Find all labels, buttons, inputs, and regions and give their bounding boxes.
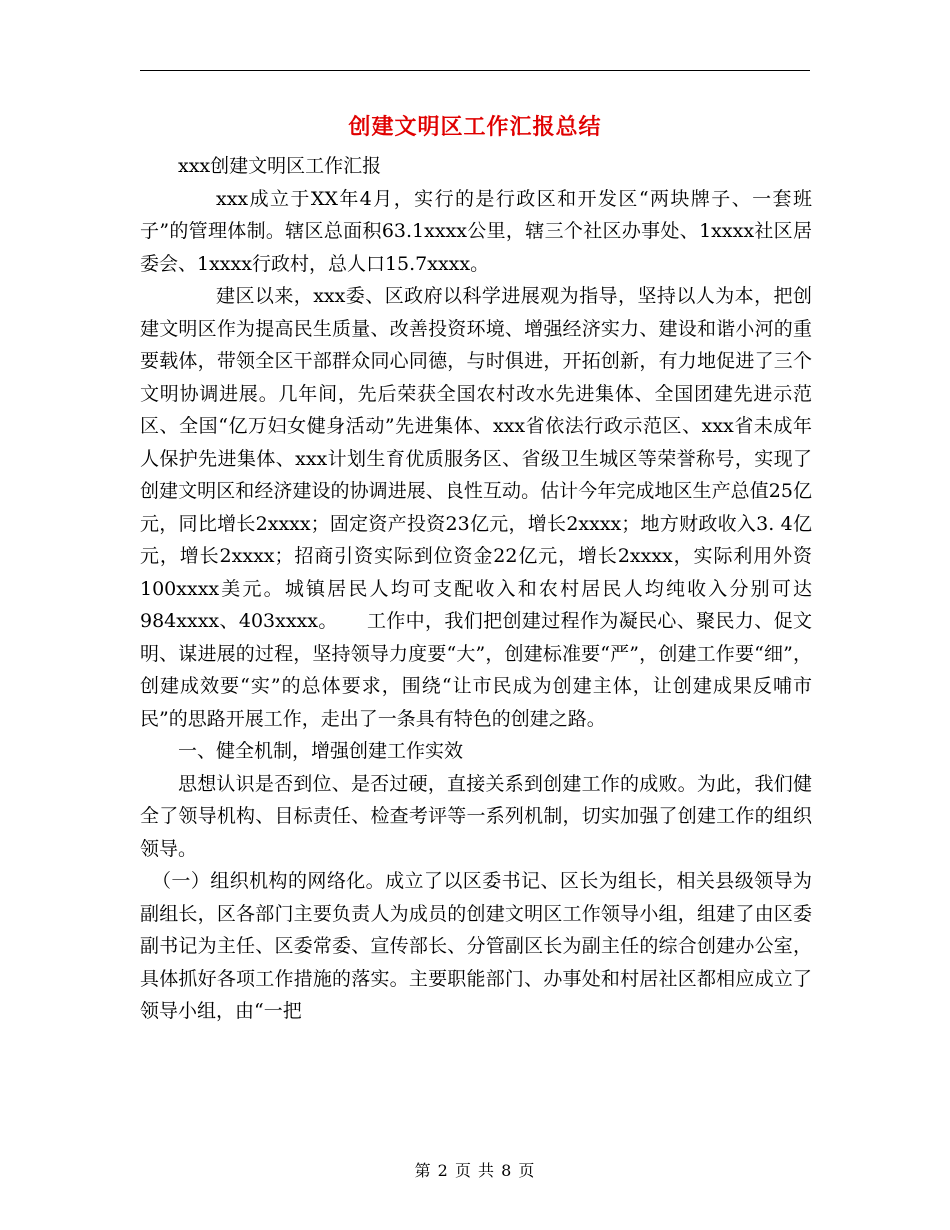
paragraph-intro: xxx成立于XX年4月，实行的是行政区和开发区“两块牌子、一套班子”的管理体制。辖区总面积63.1xxxx公里，辖三个社区办事处、1xxxx社区居委会、1xxxx行政村，总人口15.7xxxx。 xyxy=(140,187,812,275)
document-body xyxy=(140,150,812,1028)
header-rule xyxy=(140,70,810,71)
paragraph-mechanism: 思想认识是否到位、是否过硬，直接关系到创建工作的成败。为此，我们健全了领导机构、目标责任、检查考评等一系列机制，切实加强了创建工作的组织领导。 xyxy=(140,772,812,860)
document-title: 创建文明区工作汇报总结 xyxy=(348,115,602,140)
page-number: 第 2 页 共 8 页 xyxy=(414,1161,536,1180)
section-heading: 一、健全机制，增强创建工作实效 xyxy=(178,740,464,762)
paragraph-organization: （一）组织机构的网络化。成立了以区委书记、区长为组长，相关县级领导为副组长，区各部门主要负责人为成员的创建文明区工作领导小组，组建了由区委副书记为主任、区委常委、宣传部长、分管副区长为副主任的综合创建办公室，具体抓好各项工作措施的落实。主要职能部门、办事处和村居社区都相应成立了领导小组，由“一把 xyxy=(140,870,812,1022)
paragraph-subtitle: xxx创建文明区工作汇报 xyxy=(178,155,382,177)
paragraph-achievements: 建区以来，xxx委、区政府以科学进展观为指导，坚持以人为本，把创建文明区作为提高民生质量、改善投资环境、增强经济实力、建设和谐小河的重要载体，带领全区干部群众同心同德，与时俱进，开拓创新，有力地促进了三个文明协调进展。几年间，先后荣获全国农村改水先进集体、全国团建先进示范区、全国“亿万妇女健身活动”先进集体、xxx省依法行政示范区、xxx省未成年人保护先进集体、xxx计划生育优质服务区、省级卫生城区等荣誉称号，实现了创建文明区和经济建设的协调进展、良性互动。估计今年完成地区生产总值25亿元，同比增长2xxxx；固定资产投资23亿元，增长2xxxx；地方财政收入3. 4亿元，增长2xxxx；招商引资实际到位资金22亿元，增长2xxxx，实际利用外资100xxxx美元。城镇居民人均可支配收入和农村居民人均纯收入分别可达984xxxx、403xxxx。 工作中，我们把创建过程作为凝民心、聚民力、促文明、谋进展的过程，坚持领导力度要“大”，创建标准要“严”，创建工作要“细”，创建成效要“实”的总体要求，围绕“让市民成为创建主体，让创建成果反哺市民”的思路开展工作，走出了一条具有特色的创建之路。 xyxy=(140,285,812,730)
